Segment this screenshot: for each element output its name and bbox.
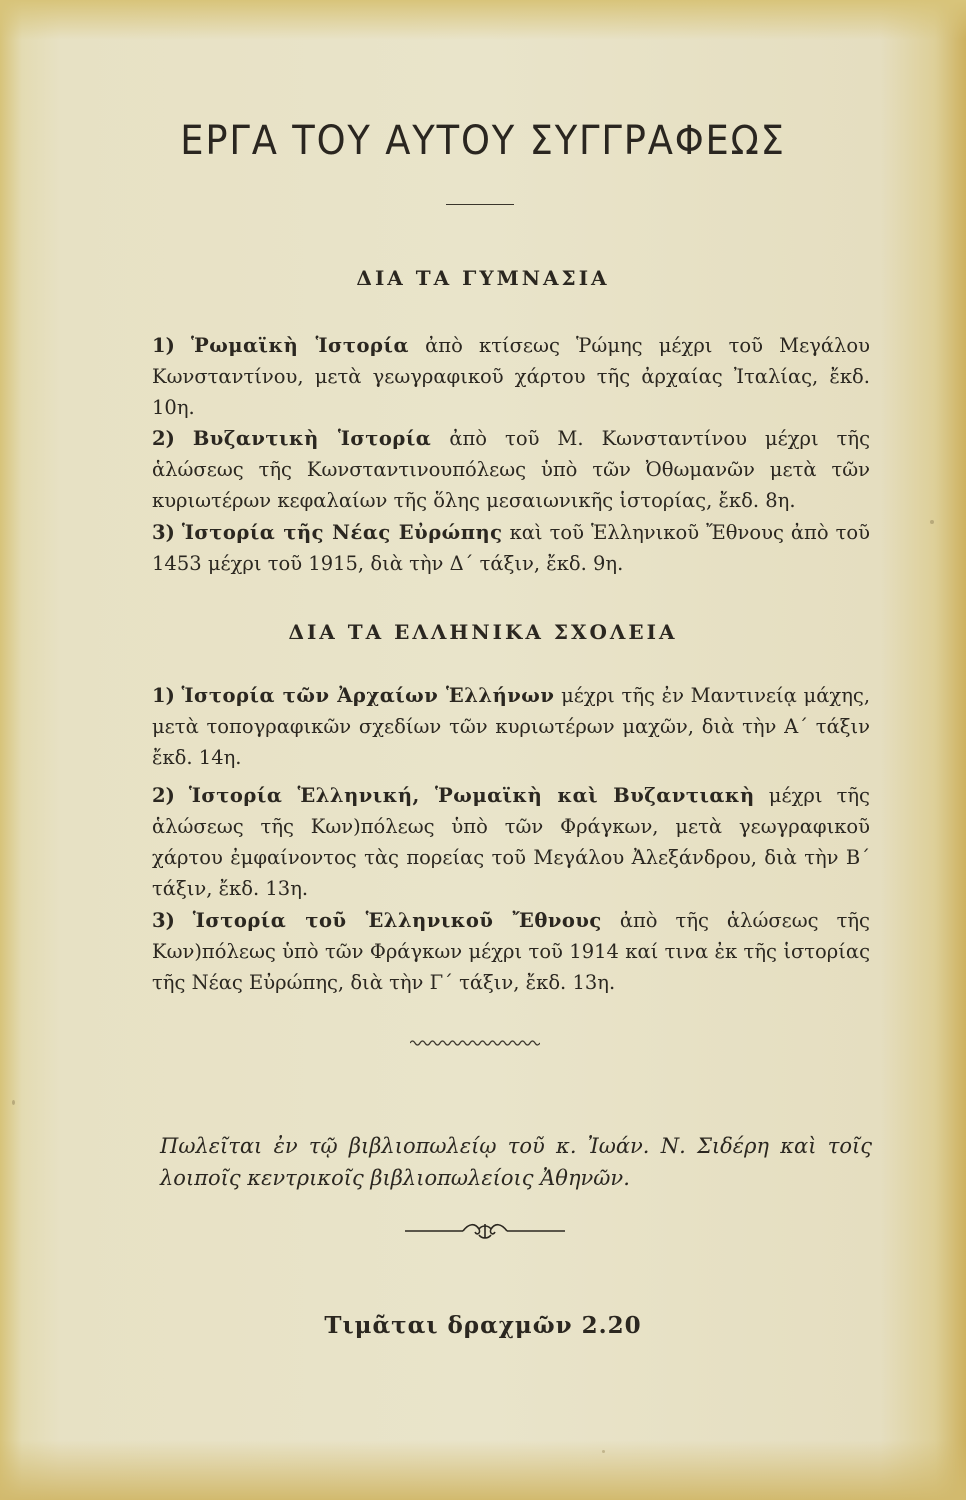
paper-speck [602,1450,605,1453]
entry-text: ἀπὸ τῆς ἁλώσεως τῆς Κων)πόλεως ὑπὸ τῶν Φράγκων μέχρι τοῦ 1914 καί τινα ἐκ τῆς ἱστορίας τῆς Νέας Εὐρώπης, διὰ τὴν Γ΄ τάξιν, ἔκδ. 13η. [152,909,870,994]
paper-speck [12,1100,15,1105]
entry-number: 1) [152,334,175,357]
list-item [152,905,870,998]
entry-number: 3) [152,521,175,544]
entry-title: Ἱστορία τοῦ Ἑλληνικοῦ Ἔθνους [192,909,602,932]
entry-text: ἀπὸ κτίσεως Ῥώμης μέχρι τοῦ Μεγάλου Κωνσταντίνου, μετὰ γεωγραφικοῦ χάρτου τῆς ἀρχαίας Ἰταλίας, ἔκδ. 10η. [152,334,870,419]
wavy-divider [410,1038,540,1048]
list-item [152,330,870,423]
entry-number: 2) [152,784,175,807]
entry-text: μέχρι τῆς ἐν Μαντινείᾳ μάχης, μετὰ τοπογραφικῶν σχεδίων τῶν κυριωτέρων μαχῶν, διὰ τὴν Α΄ τάξιν ἔκδ. 14η. [152,684,871,769]
title-rule [446,204,514,205]
entry-number: 1) [152,684,175,707]
entry-text: καὶ τοῦ Ἑλληνικοῦ Ἔθνους ἀπὸ τοῦ 1453 μέχρι τοῦ 1915, διὰ τὴν Δ΄ τάξιν, ἔκδ. 9η. [152,521,870,575]
section-heading-hellenika-scholeia: ΔΙΑ ΤΑ ΕΛΛΗΝΙΚΑ ΣΧΟΛΕΙΑ [288,620,678,644]
list-item [152,423,870,516]
entry-text: ἀπὸ τοῦ Μ. Κωνσταντίνου μέχρι τῆς ἁλώσεως τῆς Κωνσταντινουπόλεως ὑπὸ τῶν Ὀθωμανῶν μετὰ τῶν κυριωτέρων κεφαλαίων τῆς ὅλης μεσαιωνικῆς ἱστορίας, ἔκδ. 8η. [152,427,871,512]
list-item [152,517,870,579]
ornament-divider [405,1219,565,1243]
paper-speck [930,520,934,524]
sales-note: Πωλεῖται ἐν τῷ βιβλιοπωλείῳ τοῦ κ. Ἰωάν. Ν. Σιδέρη καὶ τοῖς λοιποῖς κεντρικοῖς βιβλιοπωλείοις Ἀθηνῶν. [160,1134,872,1190]
entry-number: 3) [152,909,175,932]
entry-title: Ἱστορία τῆς Νέας Εὐρώπης [181,521,503,544]
entry-text: μέχρι τῆς ἁλώσεως τῆς Κων)πόλεως ὑπὸ τῶν Φράγκων, μετὰ γεωγραφικοῦ χάρτου ἐμφαίνοντος τὰς πορείας τοῦ Μεγάλου Ἀλεξάνδρου, διὰ τὴν Β΄ τάξιν, ἔκδ. 13η. [152,784,870,900]
entry-title: Ἱστορία τῶν Ἀρχαίων Ἑλλήνων [181,684,555,707]
list-item [152,680,870,773]
price-label: Τιμᾶται δραχμῶν 2.20 [324,1312,642,1339]
list-item [152,780,870,904]
entry-title: Ῥωμαϊκὴ Ἱστορία [190,334,409,357]
entry-title: Βυζαντικὴ Ἱστορία [192,427,432,450]
entry-number: 2) [152,427,175,450]
entry-title: Ἱστορία Ἑλληνική, Ῥωμαϊκὴ καὶ Βυζαντιακὴ [188,784,755,807]
page-title: ΕΡΓΑ ΤΟΥ ΑΥΤΟΥ ΣΥΓΓΡΑΦΕΩΣ [180,118,786,164]
section-heading-gymnasia: ΔΙΑ ΤΑ ΓΥΜΝΑΣΙΑ [356,266,610,290]
